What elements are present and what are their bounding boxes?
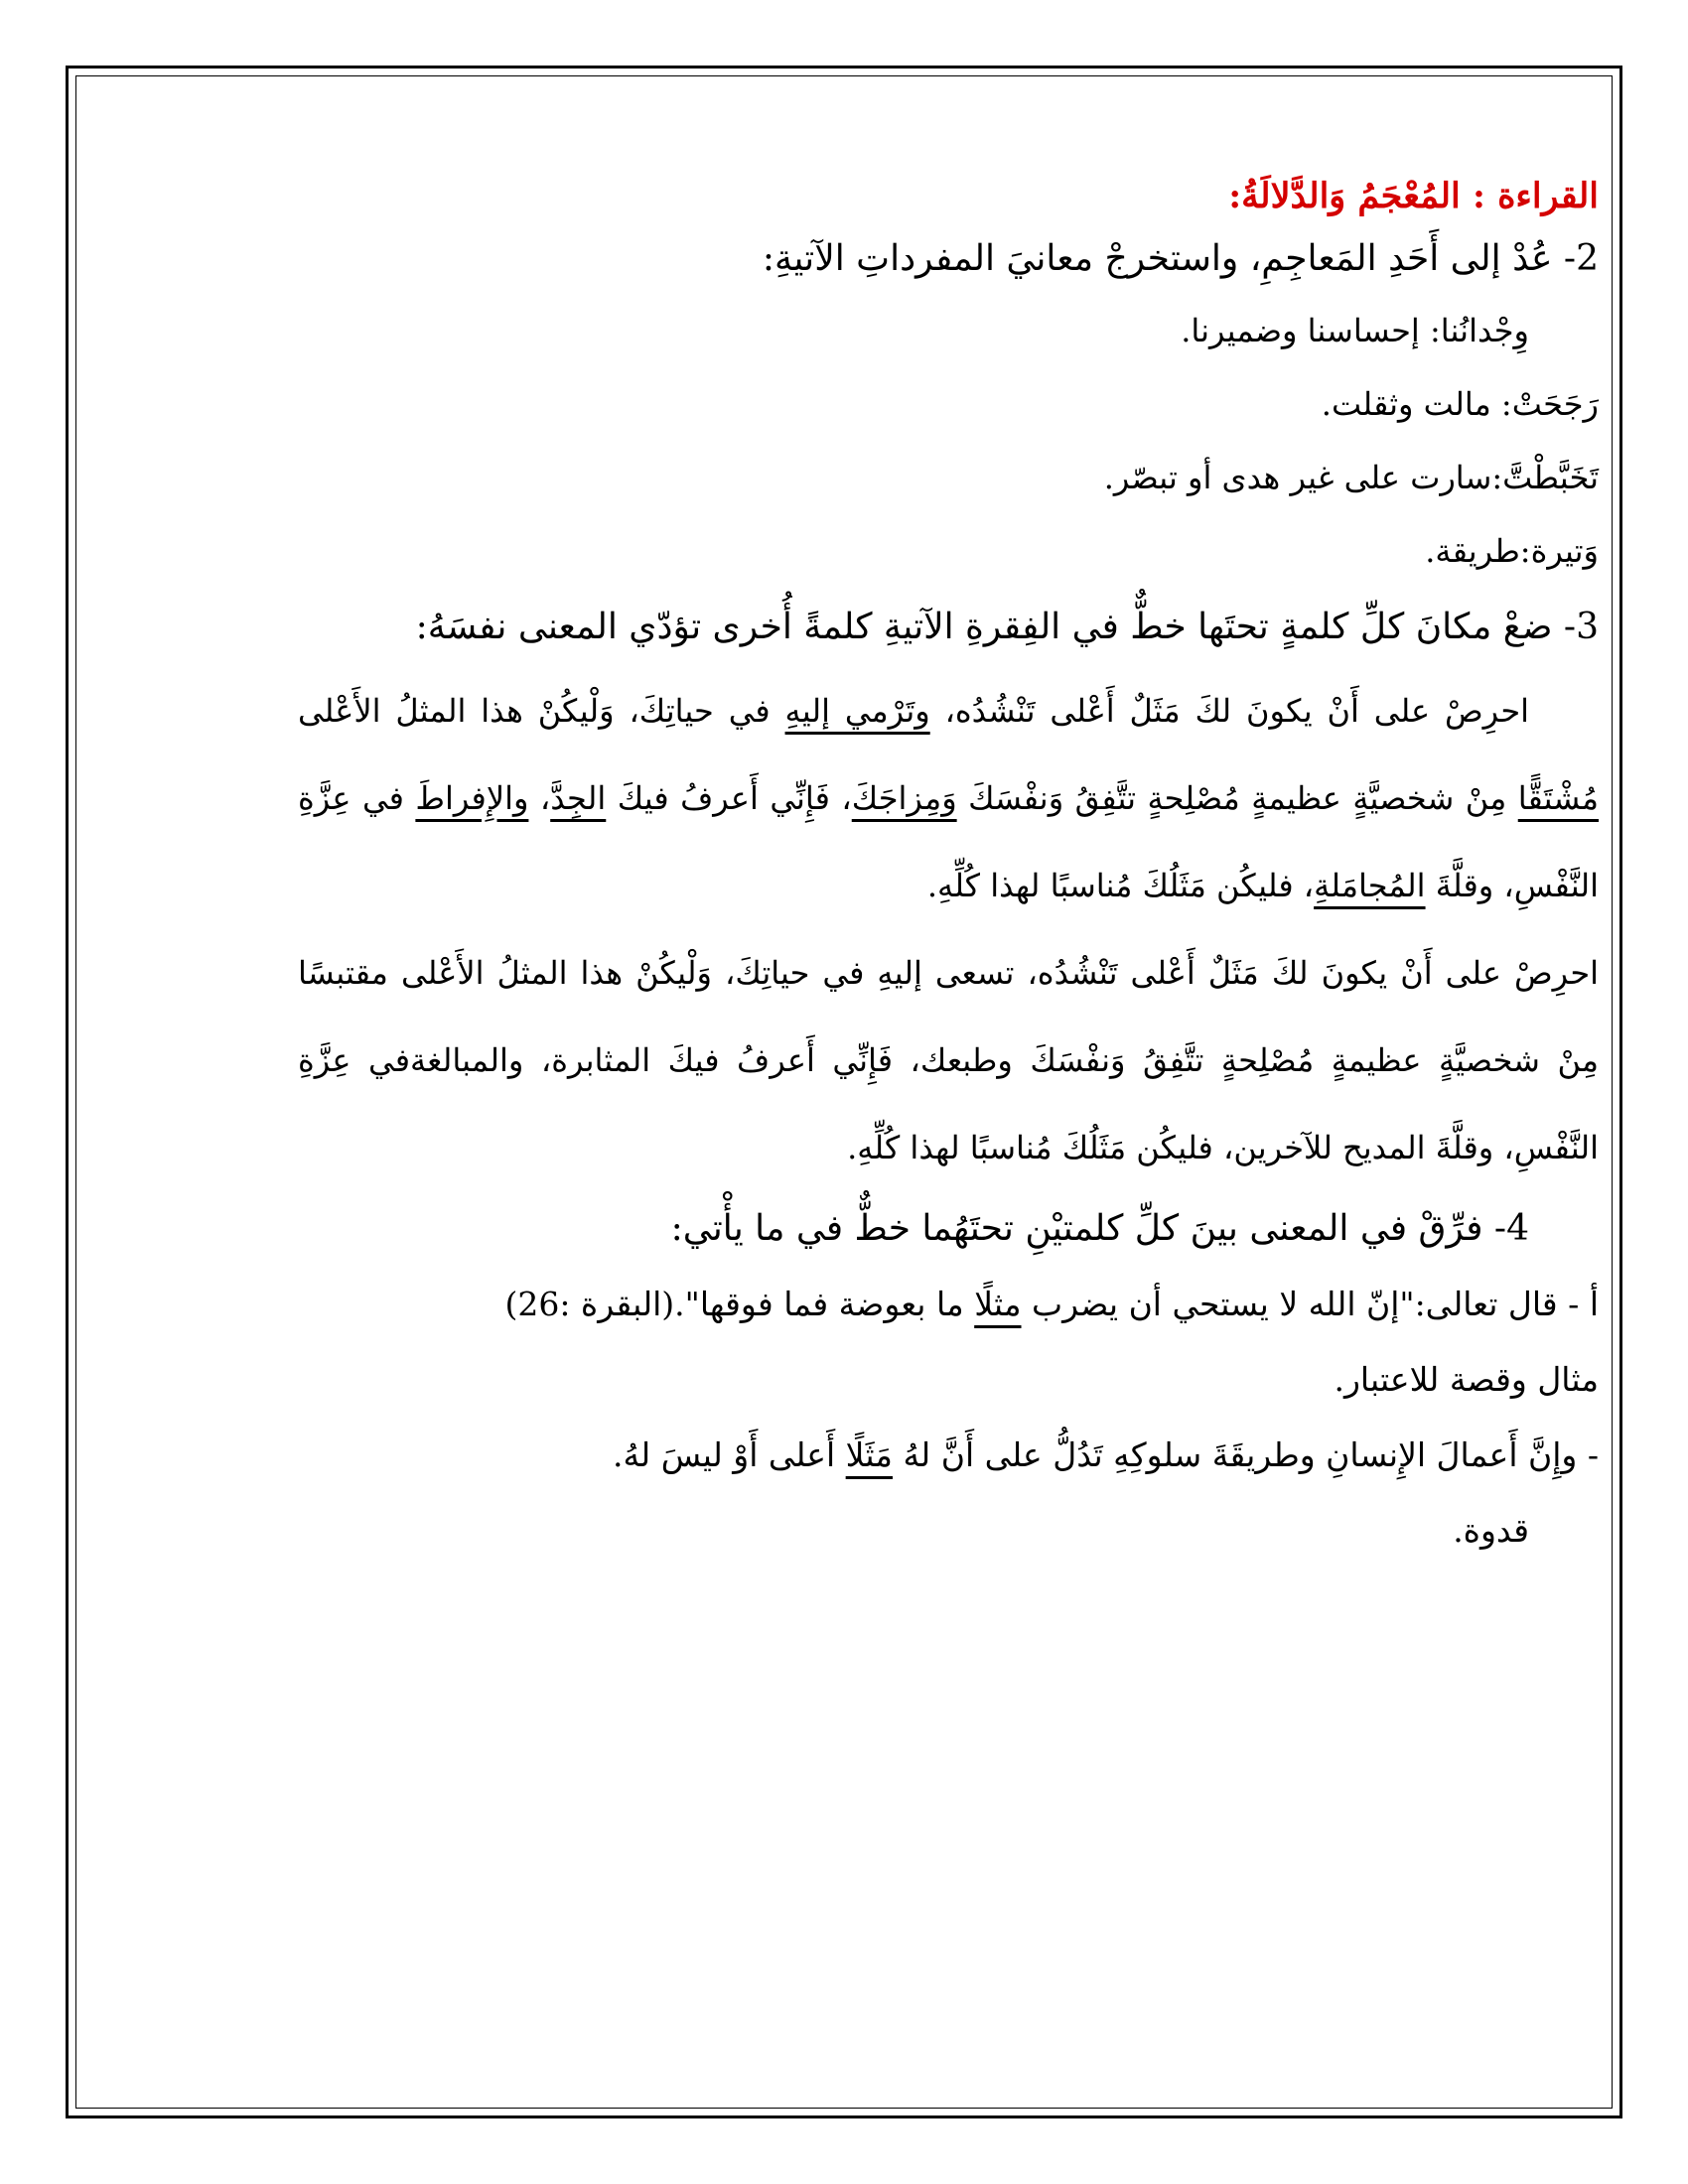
question-4b-answer: قدوة. [1453,1511,1529,1550]
underlined-word: المُجامَلةِ [1314,867,1426,904]
underlined-word: مَثَلًا [845,1435,893,1474]
underlined-word: مُشْتَقًّا [1517,779,1600,817]
passage-text: ، فَإِنِّي أَعرفُ فيكَ [606,779,852,817]
verse-text: ما بعوضة فما فوقها".(البقرة :26) [504,1285,975,1323]
underlined-word: وتَرْمي إليهِ [784,692,930,730]
question-3-heading: 3- ضعْ مكانَ كلِّ كلمةٍ تحتَها خطٌّ في الفِقرةِ الآتيةِ كلمةً أُخرى تؤدّي المعنى نفسَهُ: [415,607,1599,647]
question-4b [298,1418,1599,1493]
question-4-heading: 4- فرِّقْ في المعنى بينَ كلِّ كلمتيْنِ تحتَهُما خطٌّ في ما يأْتي: [670,1208,1529,1249]
vocab-item-3: تَخَبَّطْتَّ:سارت على غير هدى أو تبصّر. [1103,459,1599,496]
passage-text: ، فليكُن مَثَلُكَ مُناسبًا لهذا كُلِّهِ. [926,867,1315,904]
question-3-passage [298,667,1599,929]
passage-text: في عِزَّةِ النَّفْسِ، وقلَّةَ [298,779,1599,904]
underlined-word: مثلًا [974,1285,1022,1323]
question-3-answer: احرِصْ على أَنْ يكونَ لكَ مَثَلٌ أَعْلى تَنْشُدُه، تسعى إليهِ في حياتِكَ، وَلْيكُنْ هذا المثلُ الأَعْلى مقتبسًا مِنْ شخصيَّةٍ عظيمةٍ مُصْلِحةٍ تتَّفِقُ وَنفْسَكَ وطبعك، فَإِنِّي أَعرفُ فيكَ المثابرة، والمبالغةفي عِزَّةِ النَّفْسِ، وقلَّةَ المديح للآخرين، فليكُن مَثَلُكَ مُناسبًا لهذا كُلِّهِ. [298,954,1599,1166]
vocab-item-1: وِجْدانُنا: إحساسنا وضميرنا. [1181,312,1529,349]
passage-text: مِنْ شخصيَّةٍ عظيمةٍ مُصْلِحةٍ تتَّفِقُ وَنفْسَكَ [956,779,1518,817]
vocab-item-4: وَتيرة:طريقة. [1425,532,1599,570]
question-4a-answer: مثال وقصة للاعتبار. [1334,1360,1599,1399]
underlined-word: وَمِزاجَكَ [851,779,957,817]
vocab-item-2: رَجَحَتْ: مالت وثقلت. [1321,385,1599,423]
sentence-text: أَعلى أَوْ ليسَ لهُ. [612,1435,846,1474]
question-2-heading: 2- عُدْ إلى أَحَدِ المَعاجِمِ، واستخرجْ معانيَ المفرداتِ الآتيةِ: [762,238,1599,279]
passage-text: ، [528,779,551,817]
passage-text: احرِصْ على أَنْ يكونَ لكَ مَثَلٌ أَعْلى تَنْشُدُه، [929,692,1530,730]
underlined-word: والإِفراطَ [415,779,529,817]
section-title: القراءة : المُعْجَمُ وَالدَّلالَةُ: [1228,176,1599,216]
underlined-word: الجِدَّ [550,779,607,817]
sentence-text: - وإِنَّ أَعمالَ الإِنسانِ وطريقَةَ سلوكِهِ تَدُلُّ على أَنَّ لهُ [892,1435,1599,1474]
question-4a [298,1267,1599,1342]
worksheet-content [298,169,1599,1569]
passage-text: في حياتِكَ، وَلْيكُنْ هذا المثلُ الأَعْلى [298,692,785,730]
verse-text: أ - قال تعالى:"إنّ الله لا يستحي أن يضرب [1021,1285,1599,1323]
